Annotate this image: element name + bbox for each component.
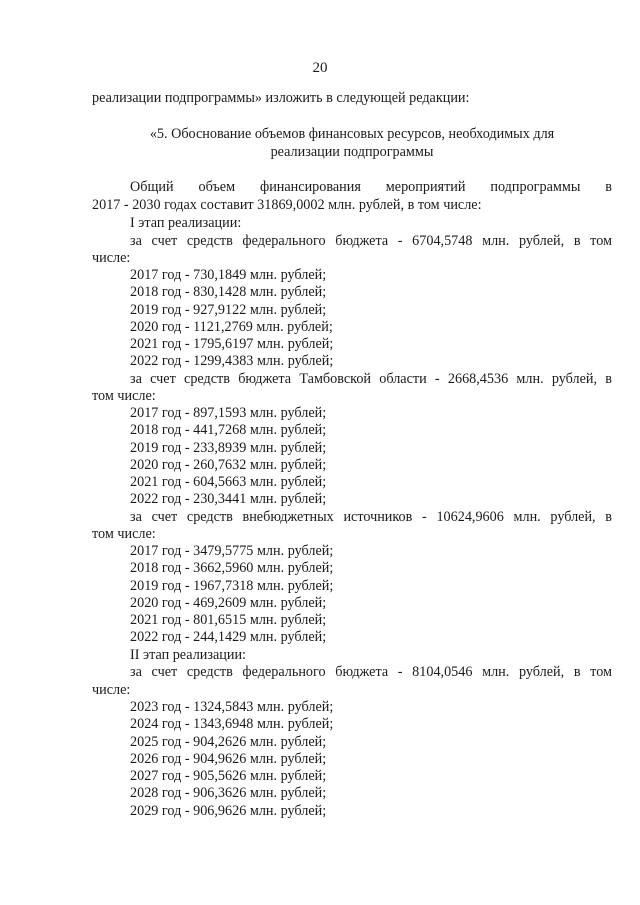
stage1-extrabudget-year: 2021 год - 801,6515 млн. рублей; xyxy=(130,612,327,628)
stage1-federal-year: 2017 год - 730,1849 млн. рублей; xyxy=(130,267,327,283)
stage1-regional-year: 2020 год - 260,7632 млн. рублей; xyxy=(130,457,327,473)
stage2-federal-year: 2025 год - 904,2626 млн. рублей; xyxy=(130,734,327,750)
stage2-federal-line-1: за счет средств федерального бюджета - 8104,0546 млн. рублей, в том xyxy=(130,664,612,680)
stage1-regional-line-2: том числе: xyxy=(92,388,156,404)
stage1-federal-year: 2022 год - 1299,4383 млн. рублей; xyxy=(130,353,334,369)
stage1-federal-year: 2019 год - 927,9122 млн. рублей; xyxy=(130,302,327,318)
stage1-extrabudget-line-1: за счет средств внебюджетных источников - 10624,9606 млн. рублей, в xyxy=(130,509,612,525)
summary-line-2: 2017 - 2030 годах составит 31869,0002 млн. рублей, в том числе: xyxy=(92,197,482,213)
section-title-line-2: реализации подпрограммы xyxy=(270,144,434,160)
stage1-extrabudget-year: 2018 год - 3662,5960 млн. рублей; xyxy=(130,560,334,576)
stage1-federal-year: 2020 год - 1121,2769 млн. рублей; xyxy=(130,319,333,335)
stage1-regional-year: 2022 год - 230,3441 млн. рублей; xyxy=(130,491,327,507)
stage1-regional-line-1: за счет средств бюджета Тамбовской области - 2668,4536 млн. рублей, в xyxy=(130,371,612,387)
stage1-regional-year: 2021 год - 604,5663 млн. рублей; xyxy=(130,474,327,490)
stage2-federal-year: 2023 год - 1324,5843 млн. рублей; xyxy=(130,699,334,715)
intro-text: реализации подпрограммы» изложить в следующей редакции: xyxy=(92,90,470,106)
stage1-federal-year: 2021 год - 1795,6197 млн. рублей; xyxy=(130,336,334,352)
stage2-federal-year: 2027 год - 905,5626 млн. рублей; xyxy=(130,768,327,784)
stage1-federal-year: 2018 год - 830,1428 млн. рублей; xyxy=(130,284,327,300)
stage1-regional-year: 2018 год - 441,7268 млн. рублей; xyxy=(130,422,327,438)
stage1-extrabudget-year: 2020 год - 469,2609 млн. рублей; xyxy=(130,595,327,611)
stage2-title: II этап реализации: xyxy=(130,647,246,663)
summary-line-1: Общий объем финансирования мероприятий подпрограммы в xyxy=(130,179,612,195)
stage1-regional-year: 2017 год - 897,1593 млн. рублей; xyxy=(130,405,327,421)
stage2-federal-year: 2024 год - 1343,6948 млн. рублей; xyxy=(130,716,334,732)
stage1-federal-line-2: числе: xyxy=(92,250,131,266)
stage2-federal-year: 2026 год - 904,9626 млн. рублей; xyxy=(130,751,327,767)
stage2-federal-line-2: числе: xyxy=(92,682,131,698)
stage1-federal-line-1: за счет средств федерального бюджета - 6704,5748 млн. рублей, в том xyxy=(130,233,612,249)
page-number: 20 xyxy=(312,60,328,76)
stage1-extrabudget-line-2: том числе: xyxy=(92,526,156,542)
stage1-extrabudget-year: 2019 год - 1967,7318 млн. рублей; xyxy=(130,578,334,594)
stage2-federal-year: 2028 год - 906,3626 млн. рублей; xyxy=(130,785,327,801)
stage1-regional-year: 2019 год - 233,8939 млн. рублей; xyxy=(130,440,327,456)
stage2-federal-year: 2029 год - 906,9626 млн. рублей; xyxy=(130,803,327,819)
section-title-line-1: «5. Обоснование объемов финансовых ресурсов, необходимых для xyxy=(149,126,555,142)
stage1-extrabudget-year: 2022 год - 244,1429 млн. рублей; xyxy=(130,629,327,645)
stage1-title: I этап реализации: xyxy=(130,215,242,231)
stage1-extrabudget-year: 2017 год - 3479,5775 млн. рублей; xyxy=(130,543,334,559)
